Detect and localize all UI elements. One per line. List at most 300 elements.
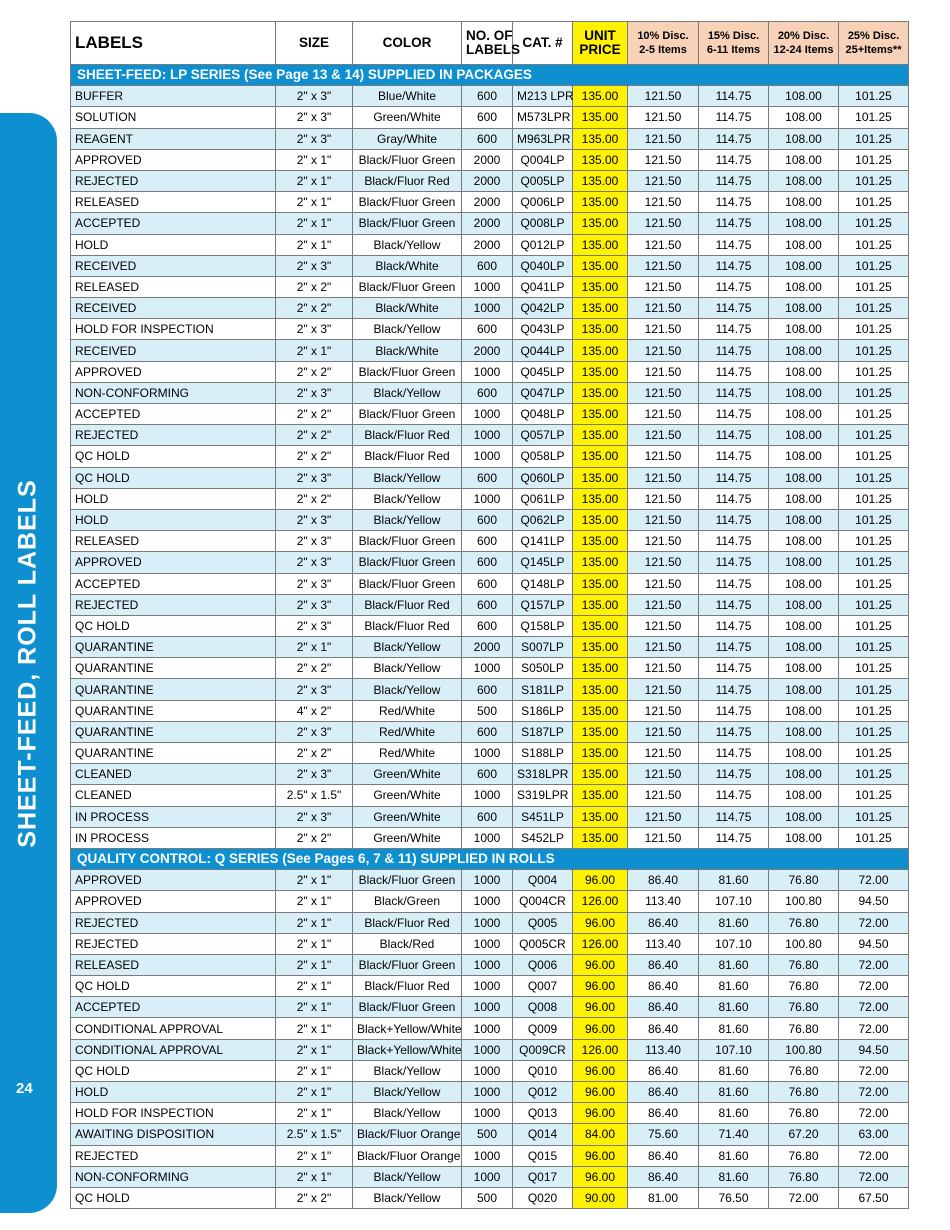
label-name: RECEIVED	[71, 255, 276, 276]
price-15-disc: 114.75	[699, 170, 769, 191]
unit-price: 135.00	[573, 552, 628, 573]
price-20-disc: 108.00	[769, 552, 839, 573]
label-count: 1000	[462, 298, 513, 319]
unit-price: 135.00	[573, 573, 628, 594]
price-25-disc: 72.00	[839, 870, 909, 891]
label-count: 1000	[462, 425, 513, 446]
price-10-disc: 86.40	[628, 1082, 699, 1103]
table-row	[71, 594, 909, 615]
price-20-disc: 108.00	[769, 700, 839, 721]
unit-price: 126.00	[573, 891, 628, 912]
table-row	[71, 1166, 909, 1187]
price-10-disc: 113.40	[628, 933, 699, 954]
label-color: Black/Fluor Green	[353, 149, 462, 170]
label-size: 2" x 1"	[276, 933, 353, 954]
label-name: IN PROCESS	[71, 806, 276, 827]
price-10-disc: 121.50	[628, 86, 699, 107]
price-15-disc: 114.75	[699, 594, 769, 615]
unit-price: 135.00	[573, 192, 628, 213]
table-row	[71, 213, 909, 234]
price-10-disc: 121.50	[628, 425, 699, 446]
unit-price: 135.00	[573, 319, 628, 340]
table-row	[71, 531, 909, 552]
label-color: Black/Yellow	[353, 658, 462, 679]
label-color: Black/White	[353, 255, 462, 276]
unit-price: 96.00	[573, 912, 628, 933]
label-size: 4" x 2"	[276, 700, 353, 721]
catalog-number: Q013	[513, 1103, 573, 1124]
price-15-disc: 114.75	[699, 721, 769, 742]
label-color: Green/White	[353, 107, 462, 128]
catalog-number: S187LP	[513, 721, 573, 742]
label-name: ACCEPTED	[71, 404, 276, 425]
catalog-number: M573LPR	[513, 107, 573, 128]
price-10-disc: 81.00	[628, 1187, 699, 1208]
label-name: QC HOLD	[71, 1060, 276, 1081]
unit-price: 96.00	[573, 976, 628, 997]
price-20-disc: 100.80	[769, 1039, 839, 1060]
header-disc15-line2: 6-11 Items	[706, 44, 761, 56]
label-color: Black/Fluor Red	[353, 976, 462, 997]
table-row	[71, 234, 909, 255]
label-size: 2" x 3"	[276, 552, 353, 573]
price-10-disc: 121.50	[628, 276, 699, 297]
label-color: Black/Fluor Green	[353, 531, 462, 552]
price-20-disc: 76.80	[769, 1145, 839, 1166]
catalog-number: Q004CR	[513, 891, 573, 912]
label-color: Black/Yellow	[353, 1103, 462, 1124]
price-20-disc: 72.00	[769, 1187, 839, 1208]
price-15-disc: 114.75	[699, 382, 769, 403]
label-name: RELEASED	[71, 531, 276, 552]
label-color: Black/Yellow	[353, 382, 462, 403]
side-tab	[0, 113, 57, 1213]
catalog-number: Q145LP	[513, 552, 573, 573]
label-count: 600	[462, 255, 513, 276]
price-10-disc: 121.50	[628, 785, 699, 806]
label-color: Black/Yellow	[353, 319, 462, 340]
label-name: HOLD	[71, 509, 276, 530]
price-25-disc: 101.25	[839, 276, 909, 297]
price-10-disc: 121.50	[628, 170, 699, 191]
price-20-disc: 108.00	[769, 234, 839, 255]
label-color: Black/Fluor Red	[353, 170, 462, 191]
price-10-disc: 121.50	[628, 319, 699, 340]
price-10-disc: 121.50	[628, 637, 699, 658]
label-count: 1000	[462, 1018, 513, 1039]
label-color: Gray/White	[353, 128, 462, 149]
label-count: 1000	[462, 1166, 513, 1187]
header-no-of-labels-line1: NO. OF	[466, 28, 513, 43]
price-25-disc: 101.25	[839, 637, 909, 658]
price-15-disc: 114.75	[699, 361, 769, 382]
label-size: 2" x 3"	[276, 531, 353, 552]
label-count: 600	[462, 86, 513, 107]
label-color: Black/Yellow	[353, 637, 462, 658]
label-count: 600	[462, 531, 513, 552]
price-25-disc: 94.50	[839, 933, 909, 954]
catalog-number: Q058LP	[513, 446, 573, 467]
label-size: 2" x 1"	[276, 976, 353, 997]
label-color: Green/White	[353, 785, 462, 806]
label-name: QUARANTINE	[71, 637, 276, 658]
label-count: 2000	[462, 213, 513, 234]
price-10-disc: 121.50	[628, 806, 699, 827]
price-15-disc: 81.60	[699, 997, 769, 1018]
price-20-disc: 108.00	[769, 827, 839, 848]
unit-price: 135.00	[573, 488, 628, 509]
label-name: ACCEPTED	[71, 213, 276, 234]
label-name: NON-CONFORMING	[71, 382, 276, 403]
label-color: Black/Fluor Orange	[353, 1124, 462, 1145]
price-15-disc: 114.75	[699, 509, 769, 530]
price-15-disc: 114.75	[699, 86, 769, 107]
unit-price: 135.00	[573, 425, 628, 446]
price-10-disc: 121.50	[628, 361, 699, 382]
price-10-disc: 86.40	[628, 912, 699, 933]
price-15-disc: 114.75	[699, 827, 769, 848]
price-20-disc: 67.20	[769, 1124, 839, 1145]
label-count: 600	[462, 128, 513, 149]
label-name: QC HOLD	[71, 467, 276, 488]
price-25-disc: 72.00	[839, 1082, 909, 1103]
price-25-disc: 101.25	[839, 573, 909, 594]
label-size: 2" x 2"	[276, 658, 353, 679]
label-size: 2" x 2"	[276, 743, 353, 764]
price-20-disc: 108.00	[769, 149, 839, 170]
label-color: Black/Yellow	[353, 467, 462, 488]
price-20-disc: 108.00	[769, 658, 839, 679]
catalog-number: Q008	[513, 997, 573, 1018]
label-count: 1000	[462, 870, 513, 891]
label-count: 1000	[462, 954, 513, 975]
catalog-number: Q010	[513, 1060, 573, 1081]
section-title: QUALITY CONTROL: Q SERIES (See Pages 6, 7 & 11) SUPPLIED IN ROLLS	[71, 848, 909, 869]
label-color: Black/Fluor Red	[353, 446, 462, 467]
label-size: 2" x 2"	[276, 361, 353, 382]
price-25-disc: 94.50	[839, 1039, 909, 1060]
price-10-disc: 121.50	[628, 594, 699, 615]
price-10-disc: 121.50	[628, 149, 699, 170]
header-disc10-line2: 2-5 Items	[639, 44, 687, 56]
label-color: Black/Fluor Green	[353, 276, 462, 297]
label-color: Green/White	[353, 827, 462, 848]
label-color: Black/Fluor Green	[353, 552, 462, 573]
price-10-disc: 121.50	[628, 679, 699, 700]
unit-price: 135.00	[573, 679, 628, 700]
catalog-number: M963LPR	[513, 128, 573, 149]
price-25-disc: 72.00	[839, 997, 909, 1018]
label-count: 600	[462, 509, 513, 530]
price-15-disc: 114.75	[699, 340, 769, 361]
price-20-disc: 108.00	[769, 806, 839, 827]
label-name: APPROVED	[71, 552, 276, 573]
unit-price: 135.00	[573, 149, 628, 170]
label-size: 2" x 3"	[276, 509, 353, 530]
page-number: 24	[16, 1080, 33, 1097]
price-10-disc: 121.50	[628, 573, 699, 594]
label-size: 2" x 1"	[276, 891, 353, 912]
price-25-disc: 72.00	[839, 1060, 909, 1081]
price-20-disc: 76.80	[769, 976, 839, 997]
label-name: ACCEPTED	[71, 573, 276, 594]
label-color: Black/Fluor Green	[353, 954, 462, 975]
catalog-number: Q157LP	[513, 594, 573, 615]
label-color: Black/Fluor Green	[353, 997, 462, 1018]
price-15-disc: 81.60	[699, 1060, 769, 1081]
label-count: 600	[462, 615, 513, 636]
unit-price: 126.00	[573, 933, 628, 954]
price-25-disc: 101.25	[839, 361, 909, 382]
unit-price: 90.00	[573, 1187, 628, 1208]
label-size: 2" x 1"	[276, 1145, 353, 1166]
label-name: RECEIVED	[71, 298, 276, 319]
header-unit-price	[573, 22, 628, 65]
table-row	[71, 128, 909, 149]
price-20-disc: 108.00	[769, 128, 839, 149]
label-color: Black/Fluor Red	[353, 594, 462, 615]
price-15-disc: 114.75	[699, 107, 769, 128]
label-count: 600	[462, 107, 513, 128]
unit-price: 96.00	[573, 1103, 628, 1124]
price-10-disc: 121.50	[628, 128, 699, 149]
label-count: 2000	[462, 637, 513, 658]
label-name: HOLD FOR INSPECTION	[71, 319, 276, 340]
unit-price: 135.00	[573, 361, 628, 382]
price-15-disc: 81.60	[699, 1082, 769, 1103]
label-name: REAGENT	[71, 128, 276, 149]
table-row	[71, 107, 909, 128]
price-25-disc: 67.50	[839, 1187, 909, 1208]
catalog-number: Q005	[513, 912, 573, 933]
catalog-number: Q012LP	[513, 234, 573, 255]
table-row	[71, 1187, 909, 1208]
price-25-disc: 101.25	[839, 721, 909, 742]
label-name: HOLD FOR INSPECTION	[71, 1103, 276, 1124]
price-25-disc: 72.00	[839, 1166, 909, 1187]
label-count: 1000	[462, 276, 513, 297]
table-row	[71, 361, 909, 382]
price-15-disc: 114.75	[699, 213, 769, 234]
label-count: 600	[462, 573, 513, 594]
catalog-number: Q015	[513, 1145, 573, 1166]
price-10-disc: 86.40	[628, 1145, 699, 1166]
label-name: RELEASED	[71, 192, 276, 213]
header-disc25-line1: 25% Disc.	[847, 30, 900, 42]
label-name: CONDITIONAL APPROVAL	[71, 1018, 276, 1039]
price-25-disc: 101.25	[839, 700, 909, 721]
price-10-disc: 121.50	[628, 234, 699, 255]
price-25-disc: 101.25	[839, 255, 909, 276]
catalog-number: Q044LP	[513, 340, 573, 361]
price-25-disc: 101.25	[839, 319, 909, 340]
label-size: 2" x 1"	[276, 1166, 353, 1187]
price-10-disc: 86.40	[628, 1103, 699, 1124]
catalog-number: S007LP	[513, 637, 573, 658]
header-unit-price-line1: UNIT	[584, 28, 616, 43]
price-15-disc: 81.60	[699, 976, 769, 997]
price-10-disc: 121.50	[628, 382, 699, 403]
price-10-disc: 121.50	[628, 192, 699, 213]
header-disc10-line1: 10% Disc.	[637, 30, 689, 42]
label-name: BUFFER	[71, 86, 276, 107]
table-row	[71, 552, 909, 573]
label-color: Black/White	[353, 340, 462, 361]
price-25-disc: 94.50	[839, 891, 909, 912]
price-10-disc: 86.40	[628, 954, 699, 975]
price-25-disc: 101.25	[839, 615, 909, 636]
catalog-number: Q042LP	[513, 298, 573, 319]
label-count: 500	[462, 1187, 513, 1208]
price-15-disc: 107.10	[699, 1039, 769, 1060]
unit-price: 135.00	[573, 806, 628, 827]
price-15-disc: 114.75	[699, 785, 769, 806]
label-name: HOLD	[71, 1082, 276, 1103]
label-color: Black/Fluor Red	[353, 615, 462, 636]
label-name: QC HOLD	[71, 446, 276, 467]
price-10-disc: 121.50	[628, 531, 699, 552]
price-10-disc: 86.40	[628, 1018, 699, 1039]
price-10-disc: 121.50	[628, 446, 699, 467]
label-count: 1000	[462, 361, 513, 382]
unit-price: 135.00	[573, 764, 628, 785]
catalog-number: Q020	[513, 1187, 573, 1208]
price-20-disc: 108.00	[769, 319, 839, 340]
price-25-disc: 101.25	[839, 192, 909, 213]
price-20-disc: 108.00	[769, 361, 839, 382]
table-row	[71, 679, 909, 700]
price-15-disc: 114.75	[699, 658, 769, 679]
price-20-disc: 108.00	[769, 107, 839, 128]
label-color: Red/White	[353, 743, 462, 764]
price-25-disc: 101.25	[839, 340, 909, 361]
price-20-disc: 108.00	[769, 170, 839, 191]
price-25-disc: 72.00	[839, 954, 909, 975]
label-color: Black/Fluor Green	[353, 870, 462, 891]
catalog-number: Q141LP	[513, 531, 573, 552]
price-15-disc: 81.60	[699, 1103, 769, 1124]
price-20-disc: 108.00	[769, 615, 839, 636]
label-count: 1000	[462, 1082, 513, 1103]
price-20-disc: 76.80	[769, 1103, 839, 1124]
catalog-number: S318LPR	[513, 764, 573, 785]
header-disc15-line1: 15% Disc.	[707, 30, 760, 42]
table-row	[71, 276, 909, 297]
table-row	[71, 404, 909, 425]
unit-price: 96.00	[573, 1018, 628, 1039]
label-name: CLEANED	[71, 785, 276, 806]
price-20-disc: 108.00	[769, 276, 839, 297]
label-count: 1000	[462, 488, 513, 509]
table-row	[71, 658, 909, 679]
label-name: HOLD	[71, 488, 276, 509]
price-20-disc: 100.80	[769, 891, 839, 912]
label-color: Black/Yellow	[353, 234, 462, 255]
price-10-disc: 121.50	[628, 700, 699, 721]
label-size: 2.5" x 1.5"	[276, 1124, 353, 1145]
header-disc10	[628, 22, 699, 65]
label-name: QUARANTINE	[71, 679, 276, 700]
label-color: Black+Yellow/White	[353, 1039, 462, 1060]
catalog-number: S181LP	[513, 679, 573, 700]
price-15-disc: 114.75	[699, 700, 769, 721]
price-25-disc: 63.00	[839, 1124, 909, 1145]
price-10-disc: 121.50	[628, 213, 699, 234]
label-size: 2" x 2"	[276, 404, 353, 425]
table-row	[71, 870, 909, 891]
price-20-disc: 108.00	[769, 467, 839, 488]
label-count: 2000	[462, 340, 513, 361]
label-name: NON-CONFORMING	[71, 1166, 276, 1187]
price-25-disc: 72.00	[839, 976, 909, 997]
unit-price: 96.00	[573, 1082, 628, 1103]
catalog-number: Q006LP	[513, 192, 573, 213]
label-size: 2" x 1"	[276, 1103, 353, 1124]
price-15-disc: 71.40	[699, 1124, 769, 1145]
price-15-disc: 114.75	[699, 128, 769, 149]
price-10-disc: 86.40	[628, 976, 699, 997]
label-size: 2" x 3"	[276, 107, 353, 128]
label-size: 2" x 1"	[276, 912, 353, 933]
table-row	[71, 467, 909, 488]
unit-price: 135.00	[573, 658, 628, 679]
label-name: RELEASED	[71, 276, 276, 297]
label-size: 2" x 3"	[276, 573, 353, 594]
table-row	[71, 298, 909, 319]
label-count: 1000	[462, 1060, 513, 1081]
label-count: 1000	[462, 1145, 513, 1166]
unit-price: 135.00	[573, 107, 628, 128]
price-10-disc: 121.50	[628, 743, 699, 764]
price-25-disc: 101.25	[839, 509, 909, 530]
label-count: 1000	[462, 658, 513, 679]
label-size: 2" x 1"	[276, 997, 353, 1018]
label-size: 2" x 3"	[276, 721, 353, 742]
label-color: Red/White	[353, 721, 462, 742]
table-row	[71, 1060, 909, 1081]
table-row	[71, 806, 909, 827]
unit-price: 135.00	[573, 700, 628, 721]
unit-price: 135.00	[573, 827, 628, 848]
label-count: 1000	[462, 404, 513, 425]
price-15-disc: 114.75	[699, 806, 769, 827]
price-20-disc: 108.00	[769, 340, 839, 361]
price-20-disc: 108.00	[769, 255, 839, 276]
table-row	[71, 149, 909, 170]
catalog-number: Q005CR	[513, 933, 573, 954]
label-size: 2" x 3"	[276, 467, 353, 488]
price-15-disc: 76.50	[699, 1187, 769, 1208]
catalog-number: Q045LP	[513, 361, 573, 382]
price-10-disc: 121.50	[628, 827, 699, 848]
label-name: RECEIVED	[71, 340, 276, 361]
label-count: 2000	[462, 192, 513, 213]
table-row	[71, 954, 909, 975]
label-count: 500	[462, 700, 513, 721]
unit-price: 135.00	[573, 594, 628, 615]
label-name: QUARANTINE	[71, 721, 276, 742]
unit-price: 135.00	[573, 86, 628, 107]
price-20-disc: 108.00	[769, 298, 839, 319]
price-25-disc: 72.00	[839, 912, 909, 933]
price-25-disc: 101.25	[839, 658, 909, 679]
label-count: 1000	[462, 1039, 513, 1060]
label-name: QUARANTINE	[71, 658, 276, 679]
table-row	[71, 764, 909, 785]
price-20-disc: 76.80	[769, 912, 839, 933]
label-size: 2" x 3"	[276, 382, 353, 403]
label-size: 2" x 2"	[276, 298, 353, 319]
